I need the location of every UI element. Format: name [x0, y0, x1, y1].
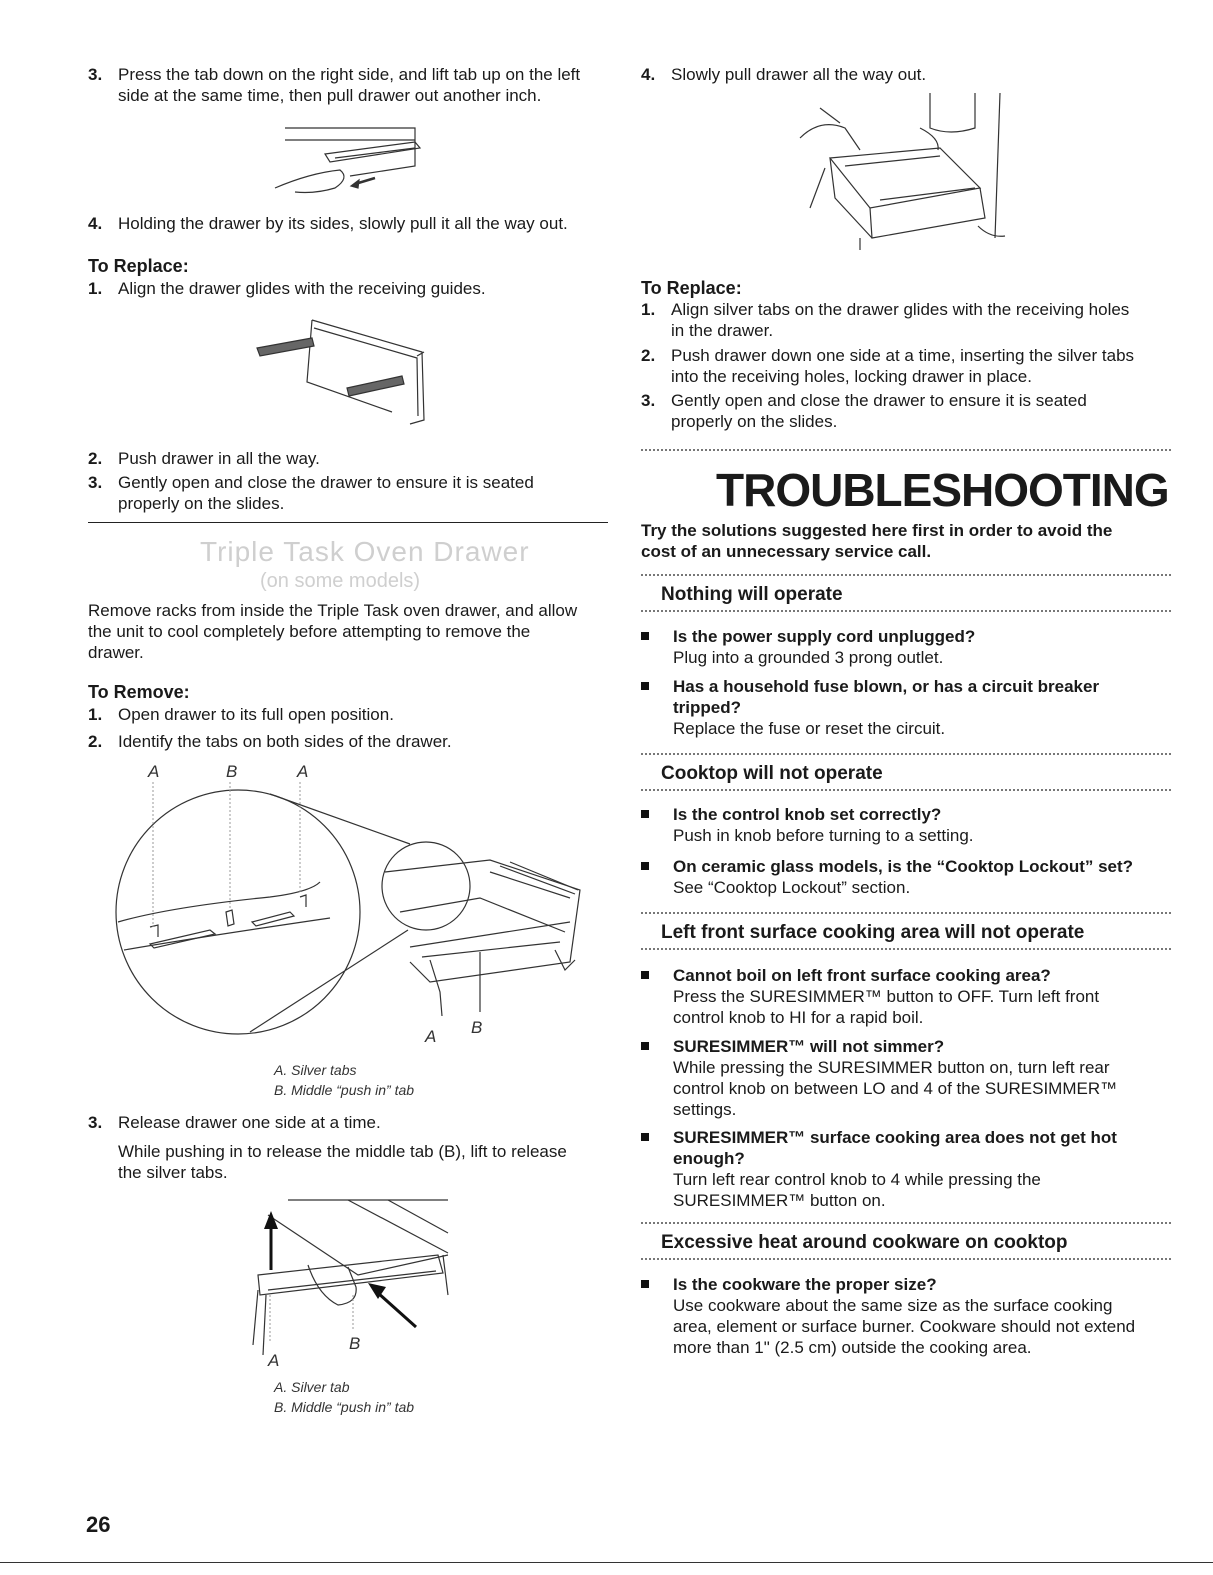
intro-line-3: drawer.	[88, 643, 144, 662]
step-number: 1.	[641, 300, 656, 319]
question: Cannot boil on left front surface cooking area?	[673, 966, 1051, 985]
troubleshooting-title: TROUBLESHOOTING	[716, 464, 1169, 516]
step-number: 4.	[641, 65, 656, 84]
list-item	[641, 1036, 1171, 1122]
step-text-cont: in the drawer.	[671, 321, 774, 340]
drawer-glide-illustration	[252, 312, 437, 430]
bullet-icon	[641, 971, 649, 979]
drawer-section-title: Triple Task Oven Drawer	[200, 536, 530, 567]
fig-label-a: A	[297, 762, 309, 781]
list-item	[641, 856, 1171, 900]
question-cont: enough?	[673, 1149, 745, 1168]
step-text: Holding the drawer by its sides, slowly pull it all the way out.	[118, 214, 568, 233]
dotted-divider	[641, 449, 1171, 451]
bullet-icon	[641, 1133, 649, 1141]
release-tabs-illustration	[238, 1195, 458, 1365]
fig-label-b: B	[226, 762, 238, 781]
step-number: 3.	[88, 65, 103, 84]
section-bottom-rule	[641, 610, 1171, 615]
section-nothing-operates	[641, 574, 1171, 615]
drawer-pulled-out-illustration	[790, 88, 1015, 253]
drawer-section-subtitle: (on some models)	[260, 570, 421, 592]
fig-label-a: A	[148, 762, 160, 781]
step-number: 1.	[88, 705, 103, 724]
section-bottom-rule	[641, 948, 1171, 953]
bullet-icon	[641, 632, 649, 640]
answer: Turn left rear control knob to 4 while pressing the	[673, 1170, 1041, 1189]
drawer-tabs-detail-illustration	[110, 782, 590, 1047]
bullet-icon	[641, 810, 649, 818]
section-title: Excessive heat around cookware on cooktop	[661, 1232, 1068, 1253]
drawer-intro	[88, 600, 613, 663]
replace-heading-left: To Replace:	[88, 256, 189, 276]
answer: Replace the fuse or reset the circuit.	[673, 719, 946, 738]
section-bottom-rule	[641, 789, 1171, 794]
question: Is the power supply cord unplugged?	[673, 627, 976, 646]
step-number: 2.	[641, 346, 656, 365]
step-text-cont: properly on the slides.	[671, 412, 838, 431]
caption-a: A. Silver tab	[274, 1379, 350, 1395]
list-item	[641, 1127, 1171, 1213]
list-item	[641, 1274, 1171, 1360]
answer-cont: more than 1" (2.5 cm) outside the cooking area.	[673, 1338, 1032, 1357]
step-number: 2.	[88, 449, 103, 468]
step-text: Push drawer in all the way.	[118, 449, 320, 468]
section-left-front-not-operate	[641, 912, 1171, 953]
fig-label-b: B	[471, 1018, 483, 1037]
step-text-cont: into the receiving holes, locking drawer in place.	[671, 367, 1032, 386]
bullet-icon	[641, 682, 649, 690]
troubleshooting-intro	[641, 520, 1171, 562]
bullet-icon	[641, 862, 649, 870]
step-text: Align silver tabs on the drawer glides with the receiving holes	[671, 300, 1130, 319]
step-number: 2.	[88, 732, 103, 751]
section-divider	[88, 522, 608, 523]
answer-cont: SURESIMMER™ button on.	[673, 1191, 886, 1210]
caption-b: B. Middle “push in” tab	[274, 1399, 415, 1415]
section-excessive-heat	[641, 1222, 1171, 1263]
answer: Press the SURESIMMER™ button to OFF. Turn left front	[673, 987, 1100, 1006]
page-bottom-rule	[0, 1562, 1213, 1563]
answer-cont: settings.	[673, 1100, 737, 1119]
answer: Push in knob before turning to a setting.	[673, 826, 974, 845]
bullet-icon	[641, 1280, 649, 1288]
fig2-label-b: B	[349, 1334, 361, 1353]
answer-cont: control knob on between LO and 4 of the SURESIMMER™	[673, 1079, 1118, 1098]
answer: Plug into a grounded 3 prong outlet.	[673, 648, 944, 667]
list-item	[641, 804, 1171, 848]
list-item	[641, 965, 1171, 1029]
drawer-tab-illustration	[255, 118, 430, 198]
intro-line-1: Remove racks from inside the Triple Task oven drawer, and allow	[88, 601, 578, 620]
list-item	[641, 676, 1171, 740]
answer: Use cookware about the same size as the surface cooking	[673, 1296, 1113, 1315]
question: SURESIMMER™ will not simmer?	[673, 1037, 945, 1056]
step-text: Identify the tabs on both sides of the drawer.	[118, 732, 452, 751]
answer: See “Cooktop Lockout” section.	[673, 878, 911, 897]
question: SURESIMMER™ surface cooking area does not get hot	[673, 1128, 1117, 1147]
replace-heading-right: To Replace:	[641, 278, 742, 298]
caption-b: B. Middle “push in” tab	[274, 1082, 415, 1098]
question: Has a household fuse blown, or has a circuit breaker	[673, 677, 1100, 696]
section-cooktop-not-operate	[641, 753, 1171, 794]
figure-1-caption	[274, 1060, 414, 1100]
step-text: Open drawer to its full open position.	[118, 705, 394, 724]
answer-cont: area, element or surface burner. Cookware should not extend	[673, 1317, 1136, 1336]
answer: While pressing the SURESIMMER button on, turn left rear	[673, 1058, 1110, 1077]
fig2-label-a: A	[268, 1351, 280, 1370]
question: On ceramic glass models, is the “Cooktop Lockout” set?	[673, 857, 1134, 876]
question: Is the cookware the proper size?	[673, 1275, 937, 1294]
list-item	[641, 626, 1171, 670]
page-number: 26	[86, 1512, 111, 1537]
remove-heading: To Remove:	[88, 682, 190, 702]
step-text-cont: properly on the slides.	[118, 494, 285, 513]
figure-2-caption	[274, 1377, 414, 1417]
question: Is the control knob set correctly?	[673, 805, 942, 824]
step-text: Gently open and close the drawer to ensure it is seated	[118, 473, 534, 492]
step-text: Press the tab down on the right side, and lift tab up on the left	[118, 65, 581, 84]
question-cont: tripped?	[673, 698, 741, 717]
step-text: Push drawer down one side at a time, inserting the silver tabs	[671, 346, 1135, 365]
step-number: 3.	[88, 473, 103, 492]
fig-label-a: A	[425, 1027, 437, 1046]
step-number: 3.	[88, 1113, 103, 1132]
section-title: Nothing will operate	[661, 584, 843, 605]
step-text: Gently open and close the drawer to ensure it is seated	[671, 391, 1087, 410]
step-text-cont: While pushing in to release the middle tab (B), lift to release	[118, 1142, 567, 1161]
step-text: Release drawer one side at a time.	[118, 1113, 381, 1132]
step-number: 4.	[88, 214, 103, 233]
section-title: Left front surface cooking area will not operate	[661, 922, 1085, 943]
caption-a: A. Silver tabs	[274, 1062, 357, 1078]
step-text-cont: side at the same time, then pull drawer out another inch.	[118, 86, 542, 105]
answer-cont: control knob to HI for a rapid boil.	[673, 1008, 924, 1027]
section-title: Cooktop will not operate	[661, 763, 883, 784]
intro-line-1: Try the solutions suggested here first in order to avoid the	[641, 521, 1113, 540]
step-text: Align the drawer glides with the receiving guides.	[118, 279, 486, 298]
section-bottom-rule	[641, 1258, 1171, 1263]
bullet-icon	[641, 1042, 649, 1050]
step-text: Slowly pull drawer all the way out.	[671, 65, 927, 84]
intro-line-2: cost of an unnecessary service call.	[641, 542, 932, 561]
step-number: 3.	[641, 391, 656, 410]
step-number: 1.	[88, 279, 103, 298]
intro-line-2: the unit to cool completely before attempting to remove the	[88, 622, 531, 641]
step-text-cont: the silver tabs.	[118, 1163, 228, 1182]
